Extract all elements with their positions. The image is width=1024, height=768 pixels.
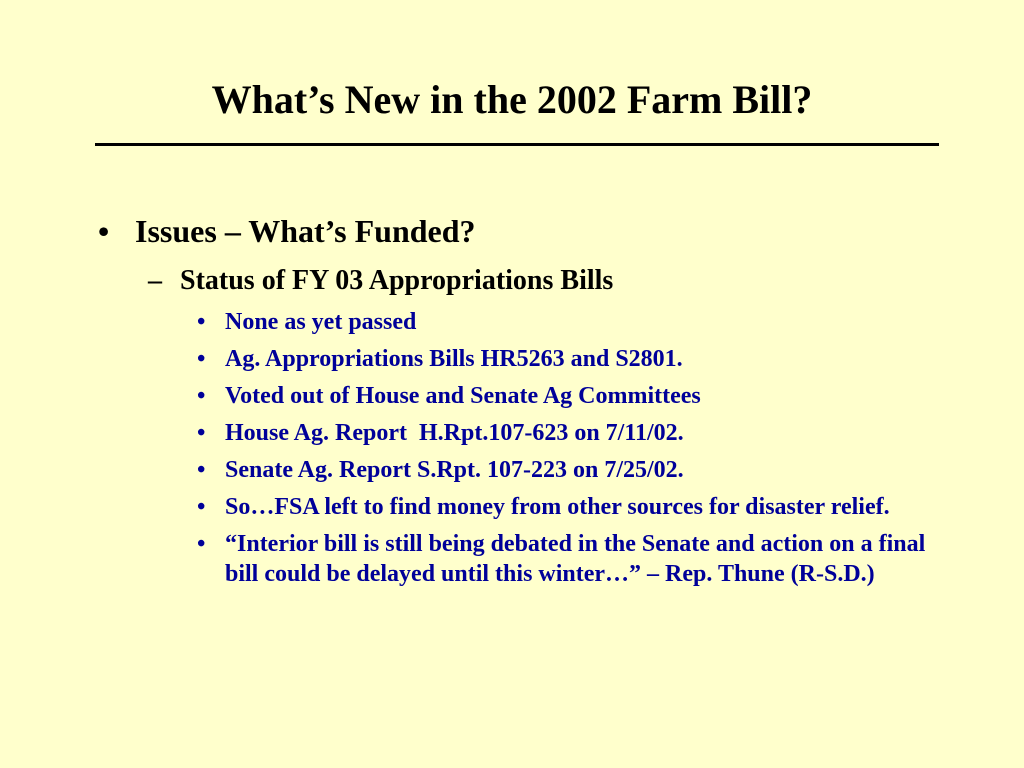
detail-bullet <box>197 455 957 485</box>
detail-bullet <box>197 307 957 337</box>
bullet-marker: • <box>197 420 206 446</box>
bullet-marker: • <box>197 346 206 372</box>
bullet-marker: • <box>197 457 206 483</box>
bullet-marker: • <box>197 309 206 335</box>
dash-marker: – <box>148 265 162 296</box>
detail-bullet-text: House Ag. Report H.Rpt.107-623 on 7/11/02. <box>225 420 684 446</box>
slide-title: What’s New in the 2002 Farm Bill? <box>211 77 813 122</box>
detail-bullet <box>197 418 957 448</box>
detail-bullet <box>197 492 957 522</box>
bullet-issues <box>98 211 476 251</box>
detail-bullet-text: So…FSA left to find money from other sources for disaster relief. <box>225 494 890 520</box>
detail-bullet <box>197 529 957 589</box>
bullet-marker: • <box>197 531 206 557</box>
title-divider <box>95 143 939 146</box>
bullet-marker: • <box>197 383 206 409</box>
detail-bullet <box>197 381 957 411</box>
detail-bullet-text: None as yet passed <box>225 309 417 335</box>
sub-bullet-status-text: Status of FY 03 Appropriations Bills <box>180 265 614 296</box>
detail-bullet-text: “Interior bill is still being debated in the Senate and action on a final bill could be delayed until this winter…” – Rep. Thune (R-S.D.) <box>225 531 926 587</box>
detail-bullet-list <box>197 307 957 596</box>
detail-bullet-text: Voted out of House and Senate Ag Committees <box>225 383 701 409</box>
sub-bullet-status <box>148 264 613 298</box>
detail-bullet-text: Ag. Appropriations Bills HR5263 and S2801. <box>225 346 683 372</box>
detail-bullet-text: Senate Ag. Report S.Rpt. 107-223 on 7/25/02. <box>225 457 684 483</box>
bullet-marker: • <box>197 494 206 520</box>
bullet-issues-text: Issues – What’s Funded? <box>135 213 476 249</box>
bullet-marker: • <box>98 213 110 249</box>
detail-bullet <box>197 344 957 374</box>
